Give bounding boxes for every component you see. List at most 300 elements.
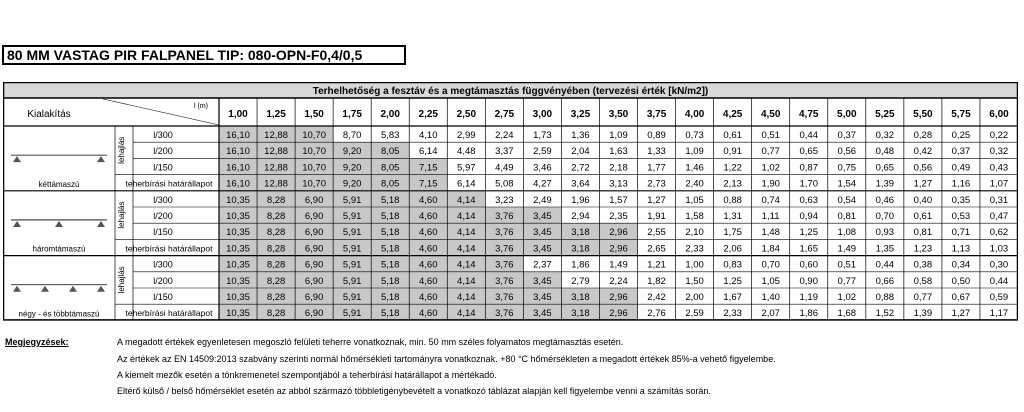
span-header: 4,50 bbox=[760, 109, 781, 120]
table-cell: 4,14 bbox=[457, 292, 476, 303]
span-header: 5,75 bbox=[951, 109, 971, 120]
row-label: l/150 bbox=[153, 227, 173, 238]
notes-label: Megjegyzések: bbox=[5, 337, 69, 347]
table-cell: 2,35 bbox=[609, 211, 628, 222]
table-cell: 0,87 bbox=[799, 162, 818, 174]
table-cell: 0,62 bbox=[989, 227, 1009, 239]
table-cell: 1,11 bbox=[761, 211, 780, 222]
table-cell: 1,19 bbox=[799, 292, 818, 303]
table-cell: 5,91 bbox=[342, 227, 362, 239]
span-header: 2,75 bbox=[494, 109, 515, 120]
table-cell: 0,40 bbox=[913, 194, 933, 206]
table-cell: 0,32 bbox=[989, 146, 1009, 158]
table-cell: 2,99 bbox=[457, 130, 476, 141]
table-cell: 5,91 bbox=[342, 211, 362, 222]
table-cell: 0,31 bbox=[989, 194, 1009, 206]
table-cell: 1,70 bbox=[799, 178, 818, 190]
table-cell: 1,05 bbox=[761, 275, 780, 287]
table-cell: 2,79 bbox=[571, 275, 590, 287]
table-cell: 1,33 bbox=[647, 146, 666, 158]
table-cell: 0,88 bbox=[723, 194, 742, 206]
span-header: 1,25 bbox=[266, 109, 286, 120]
note-line-4: Eltérő külső / belső hőmérséklet esetén az abból származó többletigénybevételt a vonatkozó táblázat alapján kell figyelembe venni a számítás során. bbox=[117, 386, 711, 396]
table-cell: 0,30 bbox=[989, 259, 1009, 271]
table-cell: 6,14 bbox=[457, 178, 476, 190]
table-cell: 1,21 bbox=[647, 259, 666, 271]
table-cell: 5,91 bbox=[342, 292, 362, 303]
table-cell: 1,35 bbox=[875, 243, 895, 255]
table-cell: 1,09 bbox=[685, 146, 704, 158]
table-cell: 4,49 bbox=[495, 162, 514, 174]
table-cell: 8,05 bbox=[380, 162, 400, 174]
table-cell: 1,39 bbox=[875, 178, 895, 190]
table-cell: 0,43 bbox=[989, 162, 1009, 174]
table-cell: 10,70 bbox=[302, 146, 327, 158]
table-cell: 3,45 bbox=[533, 227, 552, 239]
row-label: l/200 bbox=[153, 211, 173, 221]
span-header: 4,00 bbox=[684, 109, 705, 120]
span-header: 5,25 bbox=[875, 109, 895, 120]
table-cell: 2,13 bbox=[723, 178, 742, 190]
table-cell: 0,28 bbox=[913, 130, 933, 141]
table-cell: 1,08 bbox=[837, 227, 857, 239]
note-line-3: A kiemelt mezők esetén a tönkremenetel szempontjából a teherbírási határállapot a mértékadó. bbox=[117, 370, 497, 380]
table-cell: 16,10 bbox=[226, 146, 250, 158]
document-title: 80 MM VASTAG PIR FALPANEL TIP: 080-OPN-F0,4/0,5 bbox=[2, 45, 406, 65]
table-cell: 4,60 bbox=[419, 194, 438, 206]
table-cell: 2,06 bbox=[723, 243, 742, 255]
table-cell: 8,28 bbox=[266, 211, 286, 222]
table-cell: 10,35 bbox=[226, 275, 250, 287]
table-cell: 6,90 bbox=[304, 259, 324, 271]
table-cell: 1,16 bbox=[951, 178, 971, 190]
support-triangle-icon bbox=[41, 286, 49, 292]
table-cell: 9,20 bbox=[342, 178, 362, 190]
support-triangle-icon bbox=[97, 156, 105, 162]
table-cell: 0,51 bbox=[837, 259, 857, 271]
table-cell: 6,90 bbox=[304, 243, 324, 255]
table-cell: 1,91 bbox=[647, 211, 666, 222]
table-cell: 3,76 bbox=[495, 259, 514, 271]
table-cell: 5,91 bbox=[342, 243, 362, 255]
table-cell: 0,71 bbox=[951, 227, 971, 239]
table-cell: 0,66 bbox=[875, 275, 895, 287]
table-cell: 2,04 bbox=[571, 146, 590, 158]
table-cell: 8,28 bbox=[266, 259, 286, 271]
group-label-2: négy - és többtámaszú bbox=[18, 309, 100, 319]
table-cell: 7,15 bbox=[419, 162, 438, 174]
table-cell: 1,07 bbox=[989, 178, 1009, 190]
table-cell: 1,86 bbox=[571, 259, 590, 271]
table-cell: 10,35 bbox=[226, 227, 250, 239]
table-cell: 1,03 bbox=[989, 243, 1009, 255]
table-cell: 0,75 bbox=[837, 162, 857, 174]
table-cell: 4,60 bbox=[419, 243, 438, 255]
table-cell: 1,77 bbox=[647, 162, 666, 174]
table-cell: 1,75 bbox=[723, 227, 742, 239]
table-cell: 0,22 bbox=[989, 130, 1009, 141]
table-cell: 3,76 bbox=[495, 275, 514, 287]
table-cell: 0,49 bbox=[951, 162, 971, 174]
row-label: teherbírási határállapot bbox=[125, 243, 213, 254]
table-cell: 4,60 bbox=[419, 308, 438, 320]
table-cell: 6,90 bbox=[304, 227, 324, 239]
table-cell: 0,38 bbox=[913, 259, 933, 271]
table-cell: 0,77 bbox=[837, 275, 857, 287]
table-cell: 1,22 bbox=[723, 162, 742, 174]
col-header-kialakitas: Kialakítás bbox=[27, 109, 71, 120]
span-header: 4,75 bbox=[799, 109, 819, 120]
table-cell: 3,76 bbox=[495, 227, 514, 239]
table-cell: 8,05 bbox=[380, 178, 400, 190]
table-cell: 2,96 bbox=[609, 227, 628, 239]
support-triangle-icon bbox=[13, 286, 21, 292]
table-cell: 2,94 bbox=[571, 211, 590, 222]
table-cell: 5,97 bbox=[457, 162, 476, 174]
table-cell: 0,44 bbox=[875, 259, 895, 271]
table-cell: 10,70 bbox=[302, 162, 327, 174]
table-cell: 1,52 bbox=[875, 308, 895, 320]
table-cell: 4,10 bbox=[419, 130, 438, 141]
span-header: 3,50 bbox=[608, 109, 629, 120]
span-header: 4,25 bbox=[722, 109, 743, 120]
row-label: teherbírási határállapot bbox=[125, 178, 213, 189]
table-cell: 1,09 bbox=[609, 130, 628, 141]
table-cell: 2,96 bbox=[609, 292, 628, 303]
table-cell: 4,48 bbox=[457, 146, 476, 158]
table-cell: 0,88 bbox=[875, 292, 895, 303]
table-cell: 10,35 bbox=[226, 243, 250, 255]
table-cell: 0,90 bbox=[799, 275, 818, 287]
table-cell: 0,46 bbox=[875, 194, 895, 206]
table-cell: 0,77 bbox=[913, 292, 933, 303]
table-cell: 5,18 bbox=[380, 259, 400, 271]
table-cell: 2,59 bbox=[685, 308, 704, 320]
table-cell: 0,81 bbox=[837, 211, 857, 222]
table-cell: 0,48 bbox=[875, 146, 895, 158]
span-header: 2,50 bbox=[456, 109, 477, 120]
table-cell: 0,77 bbox=[761, 146, 780, 158]
table-cell: 6,90 bbox=[304, 292, 324, 303]
table-cell: 3,45 bbox=[533, 292, 552, 303]
table-cell: 16,10 bbox=[226, 178, 250, 190]
table-cell: 5,83 bbox=[380, 130, 400, 141]
table-cell: 6,14 bbox=[419, 146, 438, 158]
table-cell: 1,27 bbox=[913, 178, 933, 190]
table-cell: 3,18 bbox=[571, 227, 590, 239]
table-cell: 1,86 bbox=[799, 308, 818, 320]
table-cell: 8,28 bbox=[266, 275, 286, 287]
table-cell: 6,90 bbox=[304, 275, 324, 287]
span-header: 1,50 bbox=[304, 109, 324, 120]
table-cell: 12,88 bbox=[264, 162, 288, 174]
table-cell: 1,49 bbox=[837, 243, 857, 255]
table-cell: 1,73 bbox=[533, 130, 552, 141]
table-cell: 3,76 bbox=[495, 211, 514, 222]
table-cell: 1,23 bbox=[913, 243, 933, 255]
table-cell: 2,96 bbox=[609, 243, 628, 255]
support-triangle-icon bbox=[13, 156, 21, 162]
table-cell: 1,67 bbox=[723, 292, 742, 303]
table-cell: 0,32 bbox=[875, 130, 895, 141]
table-cell: 0,37 bbox=[951, 146, 971, 158]
table-cell: 10,35 bbox=[226, 211, 250, 222]
table-cell: 0,53 bbox=[951, 211, 971, 222]
table-cell: 8,05 bbox=[380, 146, 400, 158]
span-header: 5,00 bbox=[837, 109, 857, 120]
table-cell: 0,65 bbox=[799, 146, 818, 158]
row-label: teherbírási határállapot bbox=[125, 308, 213, 319]
span-header: 3,00 bbox=[532, 109, 553, 120]
table-cell: 1,27 bbox=[951, 308, 971, 320]
table-cell: 3,64 bbox=[571, 178, 590, 190]
row-label: l/300 bbox=[153, 194, 173, 205]
table-cell: 8,28 bbox=[266, 243, 286, 255]
table-cell: 8,28 bbox=[266, 308, 286, 320]
table-cell: 1,46 bbox=[685, 162, 704, 174]
table-cell: 16,10 bbox=[226, 130, 250, 141]
table-cell: 4,14 bbox=[457, 227, 476, 239]
span-header: 5,50 bbox=[913, 109, 933, 120]
group-label-1: háromtámaszú bbox=[32, 244, 86, 254]
table-cell: 2,40 bbox=[685, 178, 704, 190]
table-cell: 0,83 bbox=[723, 259, 742, 271]
table-cell: 2,18 bbox=[609, 162, 628, 174]
table-cell: 0,44 bbox=[989, 275, 1009, 287]
table-cell: 9,20 bbox=[342, 162, 362, 174]
table-cell: 3,45 bbox=[533, 211, 552, 222]
table-cell: 6,90 bbox=[304, 194, 324, 206]
row-label: l/200 bbox=[153, 275, 173, 286]
table-cell: 0,25 bbox=[951, 130, 971, 141]
table-cell: 1,68 bbox=[837, 308, 857, 320]
table-cell: 1,65 bbox=[799, 243, 818, 255]
table-cell: 2,07 bbox=[761, 308, 780, 320]
table-cell: 0,34 bbox=[951, 259, 971, 271]
table-cell: 4,60 bbox=[419, 275, 438, 287]
table-cell: 1,25 bbox=[723, 275, 742, 287]
table-cell: 1,48 bbox=[761, 227, 780, 239]
table-cell: 5,18 bbox=[380, 243, 400, 255]
span-header: 1,75 bbox=[342, 109, 362, 120]
table-cell: 0,91 bbox=[723, 146, 742, 158]
row-label: l/300 bbox=[153, 259, 173, 270]
table-cell: 0,94 bbox=[799, 211, 818, 222]
note-line-2: Az értékek az EN 14509:2013 szabvány szerinti normál hőmérsékleti tartományra vonatkoznak. +80 °C hőmérsékleten a megadott értékek 85%-a vehető figyelembe. bbox=[117, 354, 776, 364]
span-header: 3,25 bbox=[570, 109, 591, 120]
row-label: l/150 bbox=[153, 162, 173, 173]
support-triangle-icon bbox=[55, 221, 63, 227]
table-cell: 0,93 bbox=[875, 227, 895, 239]
table-cell: 0,37 bbox=[837, 130, 857, 141]
table-cell: 5,18 bbox=[380, 308, 400, 320]
table-cell: 0,59 bbox=[989, 292, 1009, 303]
table-cell: 0,61 bbox=[913, 211, 933, 222]
table-cell: 4,14 bbox=[457, 194, 476, 206]
table-cell: 2,59 bbox=[533, 146, 552, 158]
table-cell: 10,70 bbox=[302, 130, 327, 141]
table-cell: 8,28 bbox=[266, 292, 286, 303]
table-cell: 12,88 bbox=[264, 178, 288, 190]
row-label: l/300 bbox=[153, 130, 173, 140]
table-cell: 4,27 bbox=[533, 178, 552, 190]
table-cell: 2,55 bbox=[647, 227, 666, 239]
table-cell: 1,36 bbox=[571, 130, 590, 141]
load-table bbox=[3, 82, 1018, 321]
support-triangle-icon bbox=[69, 286, 77, 292]
table-cell: 4,14 bbox=[457, 308, 476, 320]
table-cell: 1,00 bbox=[685, 259, 704, 271]
table-cell: 4,14 bbox=[457, 243, 476, 255]
table-cell: 12,88 bbox=[264, 146, 288, 158]
table-cell: 0,65 bbox=[875, 162, 895, 174]
table-cell: 0,35 bbox=[951, 194, 971, 206]
table-cell: 3,45 bbox=[533, 243, 552, 255]
table-cell: 2,73 bbox=[647, 178, 666, 190]
table-cell: 4,14 bbox=[457, 211, 476, 222]
table-cell: 4,60 bbox=[419, 227, 438, 239]
table-cell: 3,13 bbox=[609, 178, 628, 190]
table-cell: 4,14 bbox=[457, 259, 476, 271]
table-cell: 2,96 bbox=[609, 308, 628, 320]
table-cell: 0,54 bbox=[837, 194, 857, 206]
table-cell: 0,70 bbox=[761, 259, 780, 271]
table-cell: 1,05 bbox=[685, 194, 704, 206]
table-cell: 1,13 bbox=[951, 243, 971, 255]
table-cell: 4,60 bbox=[419, 259, 438, 271]
table-cell: 16,10 bbox=[226, 162, 250, 174]
table-cell: 10,35 bbox=[226, 292, 250, 303]
table-cell: 0,56 bbox=[837, 146, 857, 158]
table-cell: 5,18 bbox=[380, 275, 400, 287]
table-cell: 3,45 bbox=[533, 275, 552, 287]
table-cell: 0,50 bbox=[951, 275, 971, 287]
support-triangle-icon bbox=[13, 221, 21, 227]
table-cell: 7,15 bbox=[419, 178, 438, 190]
table-cell: 1,58 bbox=[685, 211, 704, 222]
table-cell: 1,31 bbox=[723, 211, 742, 222]
table-cell: 0,73 bbox=[685, 130, 704, 141]
support-triangle-icon bbox=[97, 286, 105, 292]
table-cell: 1,25 bbox=[799, 227, 818, 239]
table-cell: 1,63 bbox=[609, 146, 628, 158]
table-cell: 5,91 bbox=[342, 275, 362, 287]
table-cell: 2,33 bbox=[723, 308, 742, 320]
table-cell: 6,90 bbox=[304, 308, 324, 320]
table-cell: 1,57 bbox=[609, 194, 628, 206]
support-triangle-icon bbox=[97, 221, 105, 227]
table-cell: 0,74 bbox=[761, 194, 780, 206]
table-cell: 0,89 bbox=[647, 130, 666, 141]
lehajlas-label: lehajlás bbox=[117, 201, 126, 229]
table-cell: 1,02 bbox=[837, 292, 857, 303]
table-cell: 5,18 bbox=[380, 194, 400, 206]
table-cell: 0,81 bbox=[913, 227, 933, 239]
table-cell: 1,17 bbox=[989, 308, 1009, 320]
table-cell: 5,18 bbox=[380, 227, 400, 239]
table-cell: 2,42 bbox=[647, 292, 666, 303]
table-cell: 5,91 bbox=[342, 194, 362, 206]
table-cell: 1,27 bbox=[647, 194, 666, 206]
row-label: l/200 bbox=[153, 146, 173, 157]
group-label-0: kéttámaszú bbox=[38, 179, 80, 189]
table-cell: 1,49 bbox=[609, 259, 628, 271]
table-cell: 8,70 bbox=[342, 130, 362, 141]
note-line-1: A megadott értékek egyenletesen megoszló felületi teherre vonatkoznak, min. 50 mm széles folyamatos megtámasztás esetén. bbox=[117, 337, 624, 347]
table-cell: 2,49 bbox=[533, 194, 552, 206]
table-header: Terhelhetőség a fesztáv és a megtámasztás függvényében (tervezési érték [kN/m2]) bbox=[312, 86, 709, 97]
span-header: 1,00 bbox=[228, 109, 248, 120]
table-cell: 2,10 bbox=[685, 227, 704, 239]
table-cell: 5,91 bbox=[342, 308, 362, 320]
table-cell: 0,42 bbox=[913, 146, 933, 158]
table-cell: 0,47 bbox=[989, 211, 1009, 222]
table-cell: 1,39 bbox=[913, 308, 933, 320]
table-cell: 3,76 bbox=[495, 292, 514, 303]
table-cell: 2,33 bbox=[685, 243, 704, 255]
span-header: 2,25 bbox=[418, 109, 438, 120]
table-cell: 2,76 bbox=[647, 308, 666, 320]
table-cell: 10,35 bbox=[226, 194, 250, 206]
table-cell: 12,88 bbox=[264, 130, 288, 141]
table-cell: 6,90 bbox=[304, 211, 324, 222]
table-cell: 1,82 bbox=[647, 275, 666, 287]
table-cell: 3,23 bbox=[495, 194, 514, 206]
table-cell: 2,24 bbox=[609, 275, 628, 287]
table-cell: 3,76 bbox=[495, 243, 514, 255]
table-cell: 2,37 bbox=[533, 259, 552, 271]
table-cell: 3,18 bbox=[571, 308, 590, 320]
table-cell: 2,65 bbox=[647, 243, 666, 255]
table-cell: 1,96 bbox=[571, 194, 590, 206]
table-cell: 8,28 bbox=[266, 227, 286, 239]
table-cell: 10,70 bbox=[302, 178, 327, 190]
table-cell: 2,72 bbox=[571, 162, 590, 174]
lehajlas-label: lehajlás bbox=[117, 136, 126, 164]
table-cell: 3,45 bbox=[533, 308, 552, 320]
table-cell: 4,60 bbox=[419, 211, 438, 222]
table-cell: 3,46 bbox=[533, 162, 552, 174]
table-cell: 4,14 bbox=[457, 275, 476, 287]
span-header: 2,00 bbox=[380, 109, 400, 120]
table-cell: 8,28 bbox=[266, 194, 286, 206]
row-label: l/150 bbox=[153, 292, 173, 302]
span-header: 3,75 bbox=[646, 109, 667, 120]
load-table-svg bbox=[3, 82, 1018, 321]
table-cell: 1,84 bbox=[761, 243, 780, 255]
table-cell: 1,40 bbox=[761, 292, 780, 303]
table-cell: 1,50 bbox=[685, 275, 704, 287]
table-cell: 0,56 bbox=[913, 162, 933, 174]
table-cell: 1,90 bbox=[761, 178, 780, 190]
table-cell: 1,02 bbox=[761, 162, 780, 174]
table-cell: 10,35 bbox=[226, 259, 250, 271]
table-cell: 5,91 bbox=[342, 259, 362, 271]
span-header: 6,00 bbox=[989, 109, 1009, 120]
table-cell: 0,61 bbox=[723, 130, 742, 141]
lehajlas-label: lehajlás bbox=[117, 266, 126, 294]
table-cell: 0,58 bbox=[913, 275, 933, 287]
table-cell: 1,54 bbox=[837, 178, 857, 190]
table-cell: 0,63 bbox=[799, 194, 818, 206]
table-cell: 3,37 bbox=[495, 146, 514, 158]
table-cell: 5,18 bbox=[380, 292, 400, 303]
table-cell: 5,18 bbox=[380, 211, 400, 222]
col-header-l: l (m) bbox=[194, 103, 208, 110]
table-cell: 3,18 bbox=[571, 292, 590, 303]
table-cell: 0,67 bbox=[951, 292, 971, 303]
table-cell: 3,18 bbox=[571, 243, 590, 255]
